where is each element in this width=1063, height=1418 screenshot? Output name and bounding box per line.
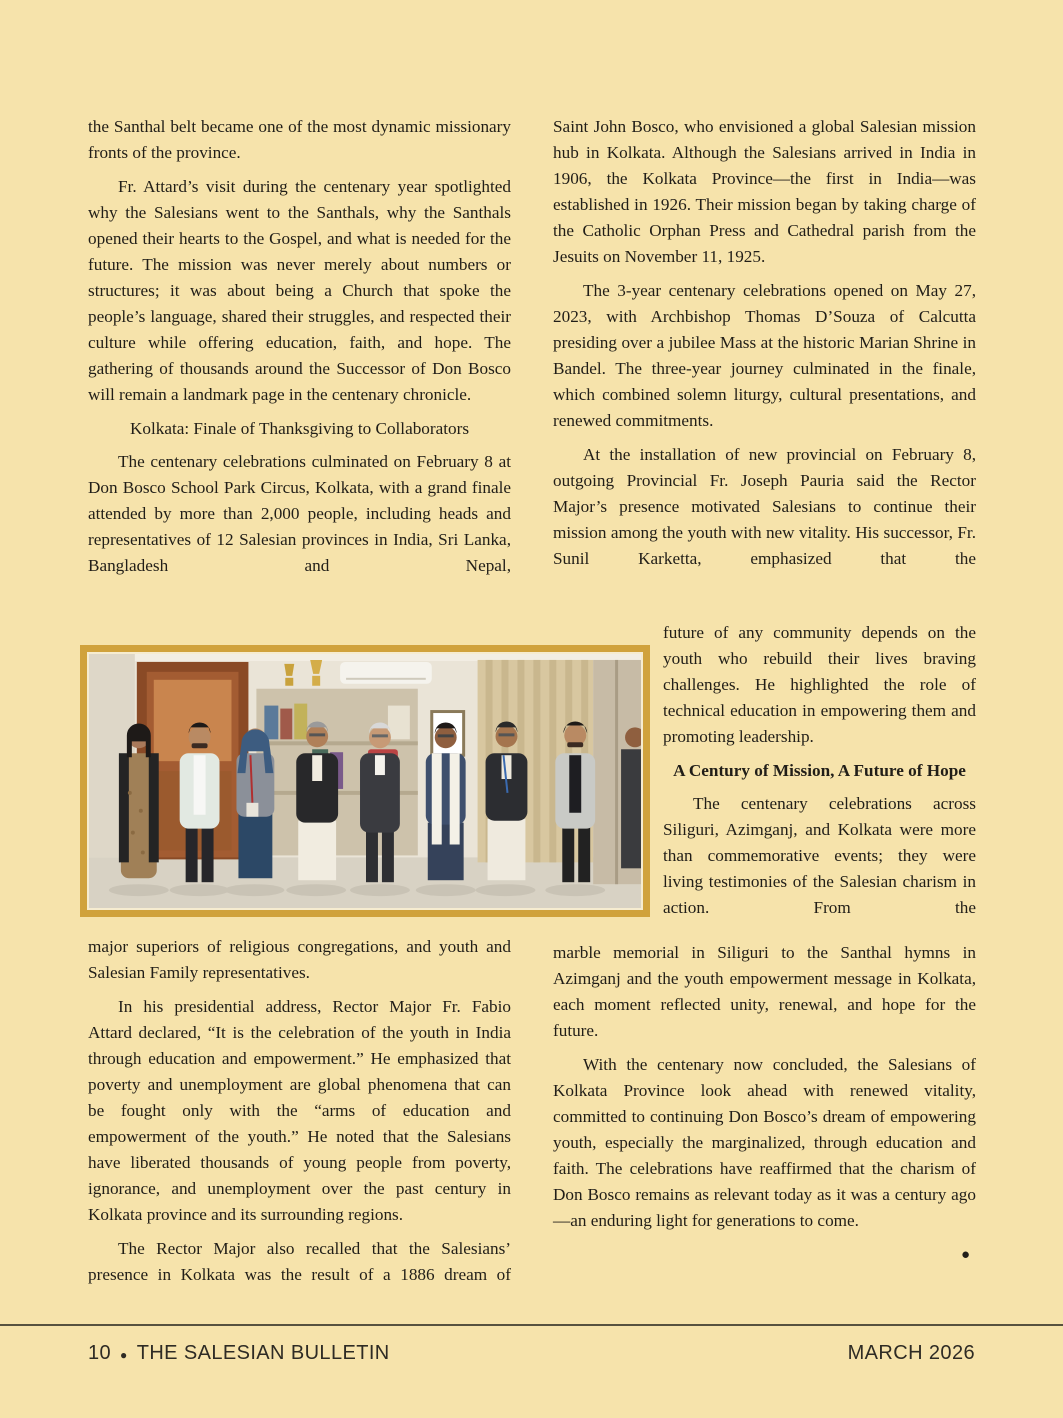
end-of-article-bullet-icon: ● (960, 1247, 970, 1263)
paragraph-major-superiors: major superiors of religious congregations, and youth and Salesian Family representatives. (88, 937, 511, 982)
footer (88, 1342, 975, 1365)
group-photo (80, 645, 650, 917)
subhead-kolkata-finale: Kolkata: Finale of Thanksgiving to Collaborators (129, 419, 470, 438)
page-number: 10 (88, 1342, 112, 1364)
paragraph-marble-memorial: marble memorial in Siliguri to the Santhal hymns in Azimganj and the youth empowerment message in Kolkata, each moment reflected unity, renewal, and hope for the future. (553, 943, 976, 1040)
paragraph-saint-john-bosco: Saint John Bosco, who envisioned a global Salesian mission hub in Kolkata. Although the Salesians arrived in India in 1906, the Kolkata Province—the first in India—was established in 1926. Their mission began by taking charge of the Catholic Orphan Press and Cathedral parish from the Jesuits on November 11, 1925. (553, 117, 976, 266)
left-column-top (88, 114, 511, 587)
right-column-narrow (663, 620, 976, 929)
footer-rule (0, 1324, 1063, 1326)
right-column-bottom (553, 940, 976, 1268)
right-column-top (553, 114, 976, 580)
paragraph-attard-visit: Fr. Attard’s visit during the centenary year spotlighted why the Salesians went to the Santhals, why the Santhals opened their hearts to the Gospel, and what is needed for the future. The mission was never merely about numbers or structures; it was about being a Church that spoke the people’s language, shared their struggles, and respected their culture while offering education, faith, and hope. The gathering of thousands around the Successor of Don Bosco will remain a landmark page in the centenary chronicle. (88, 177, 511, 404)
group-photo-illustration (89, 654, 641, 908)
paragraph-presidential-address: In his presidential address, Rector Major Fr. Fabio Attard declared, “It is the celebration of the youth in India through education and empowerment.” He emphasized that poverty and unemployment are global phenomena that can be fought only with the “arms of education and empowerment of the youth.” He noted that the Salesians have liberated thousands of young people from poverty, ignorance, and unemployment over the past century in Kolkata province and its surrounding regions. (88, 997, 511, 1224)
paragraph-centenary-culminated: The centenary celebrations culminated on February 8 at Don Bosco School Park Circus, Kolkata, with a grand finale attended by more than 2,000 people, including heads and representatives of 12 Salesian provinces in India, Sri Lanka, Bangladesh and Nepal, (88, 452, 511, 575)
paragraph-santhal-belt: the Santhal belt became one of the most dynamic missionary fronts of the province. (88, 117, 511, 162)
left-column-bottom (88, 934, 511, 1296)
publication-name: THE SALESIAN BULLETIN (136, 1342, 390, 1364)
paragraph-centenary-concluded: With the centenary now concluded, the Salesians of Kolkata Province look ahead with renewed vitality, committed to continuing Don Bosco’s dream of empowering youth, especially the marginalized, through education and faith. The celebrations have reaffirmed that the charism of Don Bosco remains as relevant today as it was a century ago—an enduring light for generations to come. (553, 1055, 976, 1230)
paragraph-3-year-centenary: The 3-year centenary celebrations opened on May 27, 2023, with Archbishop Thomas D’Souza of Calcutta presiding over a jubilee Mass at the historic Marian Shrine in Bandel. The three-year journey culminated in the finale, which combined solemn liturgy, cultural presentations, and renewed commitments. (553, 281, 976, 430)
footer-bullet-icon: ● (120, 1347, 128, 1362)
paragraph-celebrations-across: The centenary celebrations across Siliguri, Azimganj, and Kolkata were more than commemorative events; they were living testimonies of the Salesian charism in action. From the (663, 794, 976, 917)
paragraph-rector-recalled: The Rector Major also recalled that the Salesians’ presence in Kolkata was the result of a 1886 dream of (88, 1239, 511, 1284)
subhead-century-of-mission: A Century of Mission, A Future of Hope (673, 761, 966, 780)
issue-date: MARCH 2026 (847, 1342, 975, 1364)
footer-left (88, 1342, 390, 1365)
paragraph-future-of-community: future of any community depends on the youth who rebuild their lives braving challenges. He highlighted the role of technical education in empowering them and promoting leadership. (663, 623, 976, 746)
paragraph-installation: At the installation of new provincial on February 8, outgoing Provincial Fr. Joseph Pauria said the Rector Major’s presence motivated Salesians to continue their mission among the youth with new vitality. His successor, Fr. Sunil Karketta, emphasized that the (553, 445, 976, 568)
